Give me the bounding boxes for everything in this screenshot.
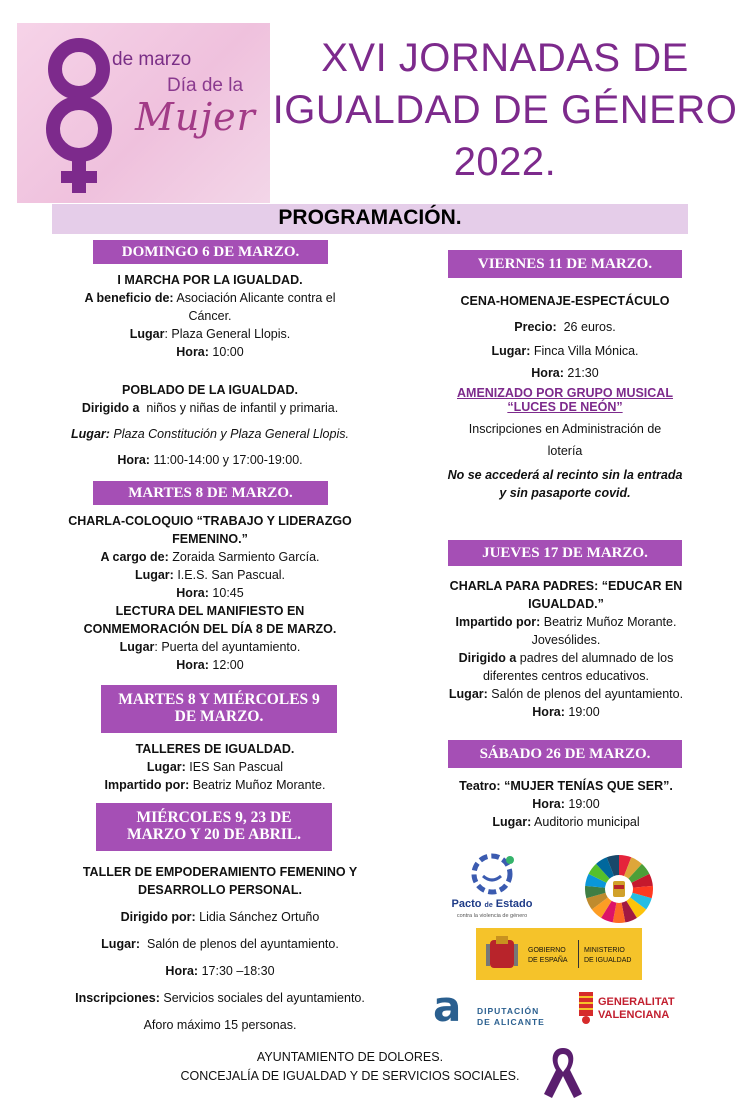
event-place: Lugar: Finca Villa Mónica. (491, 344, 639, 358)
event-place: Lugar: I.E.S. San Pascual. (134, 568, 286, 582)
section-title: PROGRAMACIÓN. (278, 206, 462, 229)
logo-divider (578, 940, 579, 968)
title-line-1: XVI JORNADAS DE (321, 36, 689, 80)
diputacion-alicante-logo (433, 982, 553, 1032)
event-benefit-cont: Cáncer. (188, 309, 232, 323)
event-benefit: A beneficio de: Asociación Alicante contra el (84, 291, 336, 305)
event-title: CHARLA PARA PADRES: “EDUCAR EN (449, 579, 683, 593)
footer (120, 1048, 580, 1086)
event-title-cont: IGUALDAD.” (528, 597, 604, 611)
event-title: TALLER DE EMPODERAMIENTO FEMENINO Y (82, 865, 358, 879)
event-speaker: Impartido por: Beatriz Muñoz Morante. (104, 778, 326, 792)
gobierno-text: GOBIERNO DE ESPAÑA (528, 947, 568, 964)
event-time: Hora: 10:00 (176, 345, 244, 359)
diputacion-text: DIPUTACIÓN DE ALICANTE (477, 1006, 545, 1027)
pacto-name: Pacto de Estado (451, 898, 533, 910)
event-audience: Dirigido a niños y niñas de infantil y primaria. (81, 401, 339, 415)
event-teatro (420, 777, 712, 831)
logo-8-marzo (17, 23, 270, 203)
event-music: AMENIZADO POR GRUPO MUSICAL (457, 386, 673, 400)
pacto-subtitle: contra la violencia de género (456, 913, 528, 919)
event-place: Lugar: Plaza Constitución y Plaza General Llopis. (71, 427, 349, 441)
event-time: Hora: 17:30 –18:30 (165, 964, 275, 978)
event-title: CHARLA-COLOQUIO “TRABAJO Y LIDERAZGO (68, 514, 352, 528)
event-audience: Dirigido a padres del alumnado de los (458, 651, 674, 665)
footer-line-1: AYUNTAMIENTO DE DOLORES. (256, 1050, 444, 1064)
event-place: Lugar: IES San Pascual (146, 760, 284, 774)
event-title: TALLERES DE IGUALDAD. (135, 742, 295, 756)
event-place: Lugar: Salón de plenos del ayuntamiento. (101, 937, 339, 951)
event-registration: Inscripciones: Servicios sociales del ayuntamiento. (75, 991, 365, 1005)
event-speaker: A cargo de: Zoraida Sarmiento García. (100, 550, 320, 564)
event-music-cont: “LUCES DE NEÓN” (507, 400, 623, 414)
event-place: Lugar: Puerta del ayuntamiento. (119, 640, 301, 654)
event-title: LECTURA DEL MANIFIESTO EN (115, 604, 305, 618)
spain-coat-of-arms-icon (484, 934, 520, 974)
pacto-estado-logo (438, 852, 548, 922)
banner-jueves: JUEVES 17 DE MARZO. (448, 540, 682, 566)
event-time: Hora: 12:00 (176, 658, 244, 672)
event-title: CENA-HOMENAJE-ESPECTÁCULO (460, 294, 670, 308)
banner-martes-miercoles (101, 685, 337, 733)
event-time: Hora: 10:45 (176, 586, 244, 600)
pacto-smile-icon (464, 852, 520, 898)
event-poblado (50, 381, 370, 469)
event-time: Hora: 19:00 (532, 797, 600, 811)
event-title-cont: CONMEMORACIÓN DEL DÍA 8 DE MARZO. (83, 622, 337, 636)
event-speaker-org: Jovesólides. (531, 633, 601, 647)
event-cena (415, 292, 715, 502)
event-talleres (60, 740, 370, 794)
event-marcha (60, 271, 360, 361)
event-time: Hora: 19:00 (532, 705, 600, 719)
event-warning-cont: y sin pasaporte covid. (499, 486, 631, 500)
ministerio-text: MINISTERIO DE IGUALDAD (584, 947, 632, 964)
event-speaker: Dirigido por: Lidia Sánchez Ortuño (120, 910, 320, 924)
event-registration: Inscripciones en Administración de (468, 422, 662, 436)
event-title-cont: FEMENINO.” (172, 532, 248, 546)
event-charla-coloquio (50, 512, 370, 674)
event-empoderamiento (40, 863, 400, 1034)
event-warning: No se accederá al recinto sin la entrada (447, 468, 683, 482)
title-line-3: 2022. (453, 140, 557, 184)
event-capacity: Aforo máximo 15 personas. (143, 1018, 297, 1032)
venus-eight-symbol-icon (39, 33, 119, 203)
purple-ribbon-icon (540, 1044, 586, 1100)
banner-sabado: SÁBADO 26 DE MARZO. (448, 740, 682, 768)
banner-line: MIÉRCOLES 9, 23 DE (136, 809, 292, 826)
generalitat-text: GENERALITAT VALENCIANA (598, 996, 675, 1021)
logo-word: Mujer (135, 95, 256, 139)
logo-date: de marzo (112, 49, 192, 70)
logo-day: Día de la (167, 75, 244, 96)
diputacion-a-icon: a (433, 982, 462, 1031)
event-charla-padres (420, 577, 712, 721)
event-speaker: Impartido por: Beatriz Muñoz Morante. (455, 615, 677, 629)
event-time: Hora: 11:00-14:00 y 17:00-19:00. (117, 453, 303, 467)
banner-martes: MARTES 8 DE MARZO. (93, 481, 328, 505)
event-place: Lugar: Salón de plenos del ayuntamiento. (448, 687, 684, 701)
event-registration-cont: lotería (547, 444, 583, 458)
banner-line: MARZO Y 20 DE ABRIL. (126, 826, 302, 843)
title-line-2: IGUALDAD DE GÉNERO (272, 88, 738, 132)
event-title: I MARCHA POR LA IGUALDAD. (117, 273, 303, 287)
page-title (270, 32, 740, 188)
event-audience-cont: diferentes centros educativos. (482, 669, 650, 683)
banner-viernes: VIERNES 11 DE MARZO. (448, 250, 682, 278)
event-title-cont: DESARROLLO PERSONAL. (138, 883, 302, 897)
event-title: POBLADO DE LA IGUALDAD. (122, 383, 298, 397)
generalitat-shield-icon (576, 988, 596, 1026)
banner-miercoles (96, 803, 332, 851)
event-place: Lugar: Auditorio municipal (492, 815, 640, 829)
event-place: Lugar: Plaza General Llopis. (129, 327, 291, 341)
event-price: Precio: 26 euros. (514, 320, 616, 334)
generalitat-logo (576, 988, 696, 1032)
event-title: Teatro: “MUJER TENÍAS QUE SER”. (459, 779, 673, 793)
banner-domingo: DOMINGO 6 DE MARZO. (93, 240, 328, 264)
banner-line: MARTES 8 Y MIÉRCOLES 9 (118, 691, 320, 708)
ods-wheel-icon (583, 853, 655, 925)
banner-line: DE MARZO. (174, 708, 264, 725)
gobierno-espana-logo (476, 928, 642, 980)
footer-line-2: CONCEJALÍA DE IGUALDAD Y DE SERVICIOS SOCIALES. (180, 1069, 520, 1083)
event-time: Hora: 21:30 (531, 366, 599, 380)
